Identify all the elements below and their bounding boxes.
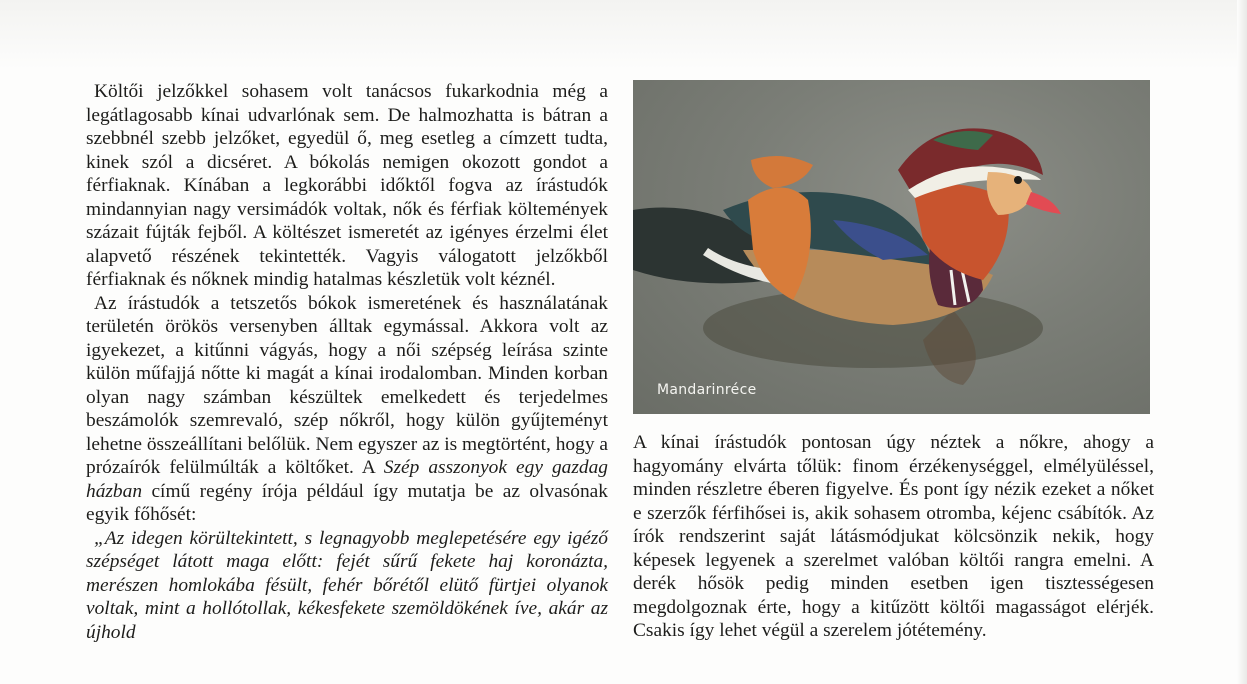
mandarin-duck-photo xyxy=(633,80,1150,414)
mandarin-duck-illustration xyxy=(633,80,1150,414)
paragraph-1: Költői jelzőkkel sohasem volt tanácsos fukarkodnia még a legátlagosabb kínai udvarlónak sem. De halmozhatta is bátran a szebbnél szebb jelzőket, egyedül ő, meg esetleg a címzett tudta, kinek szól a dicséret. A bókolás nemigen okozott gondot a férfiaknak. Kínában a legkorábbi időktől fogva az írástudók mindannyian nagy versimádók voltak, nők és férfiak költemények százait fújták fejből. A költészet ismeretét az igényes érzelmi élet alapvető részének tekintették. Vagyis válogatott jelzőkből férfiaknak és nőknek mindig hatalmas készletük volt kéznél. xyxy=(86,81,608,290)
paragraph-2-end: című regény írója például így mutatja be az olvasónak egyik főhősét: xyxy=(86,480,608,525)
page-top-shading xyxy=(0,0,1247,70)
novel-quote: „Az idegen körültekintett, s legnagyobb meglepetésére egy igéző szépséget látott maga előtt: fejét sűrű fekete haj koronázta, merészen homlokába fésült, fehér bőrétől elütő fürtjei olyanok voltak, mint a hollótollak, kékesfekete szemöldökének íve, akár az újhold xyxy=(86,527,608,643)
paragraph-2-text: Az írástudók a tetszetős bókok ismeretének és használatának területén örökös versenyben álltak egymással. Akkora volt az igyekezet, a kitűnni vágyás, hogy a női szépség leírása szinte külön műfajjá nőtte ki magát a kínai irodalomban. Minden korban olyan nagy számban készültek emelkedett és terjedelmes beszámolók szemrevaló, szép nőkről, hogy külön gyűjteményt lehetne összeállítani belőlük. Nem egyszer az is megtörtént, hogy a prózaírók felülmúlták a költőket. A xyxy=(86,292,608,478)
photo-caption: Mandarinréce xyxy=(657,382,757,398)
right-paragraph: A kínai írástudók pontosan úgy néztek a nőkre, ahogy a hagyomány elvárta tőlük: finom érzékenységgel, elmélyüléssel, minden részletre éberen figyelve. És pont így nézik ezeket a nőket e szerzők férfihősei is, akik sohasem otromba, kéjenc csábítók. Az írók rendszerint saját látásmódjukat kölcsönzik nekik, hogy képesek legyenek a szerelmet valóban költői rangra emelni. A derék hősök pedig minden esetben igen tisztességesen megdolgoznak érte, hogy a kitűzött költői magasságot elérjék. Csakis így lehet végül a szerelem jótétemény. xyxy=(633,432,1154,641)
paragraph-2 xyxy=(86,292,608,527)
left-text-column xyxy=(86,80,608,644)
page-right-edge xyxy=(1237,0,1247,684)
right-text-column xyxy=(633,431,1154,643)
novel-title: Szép asszonyok egy gazdag házban xyxy=(86,457,608,502)
